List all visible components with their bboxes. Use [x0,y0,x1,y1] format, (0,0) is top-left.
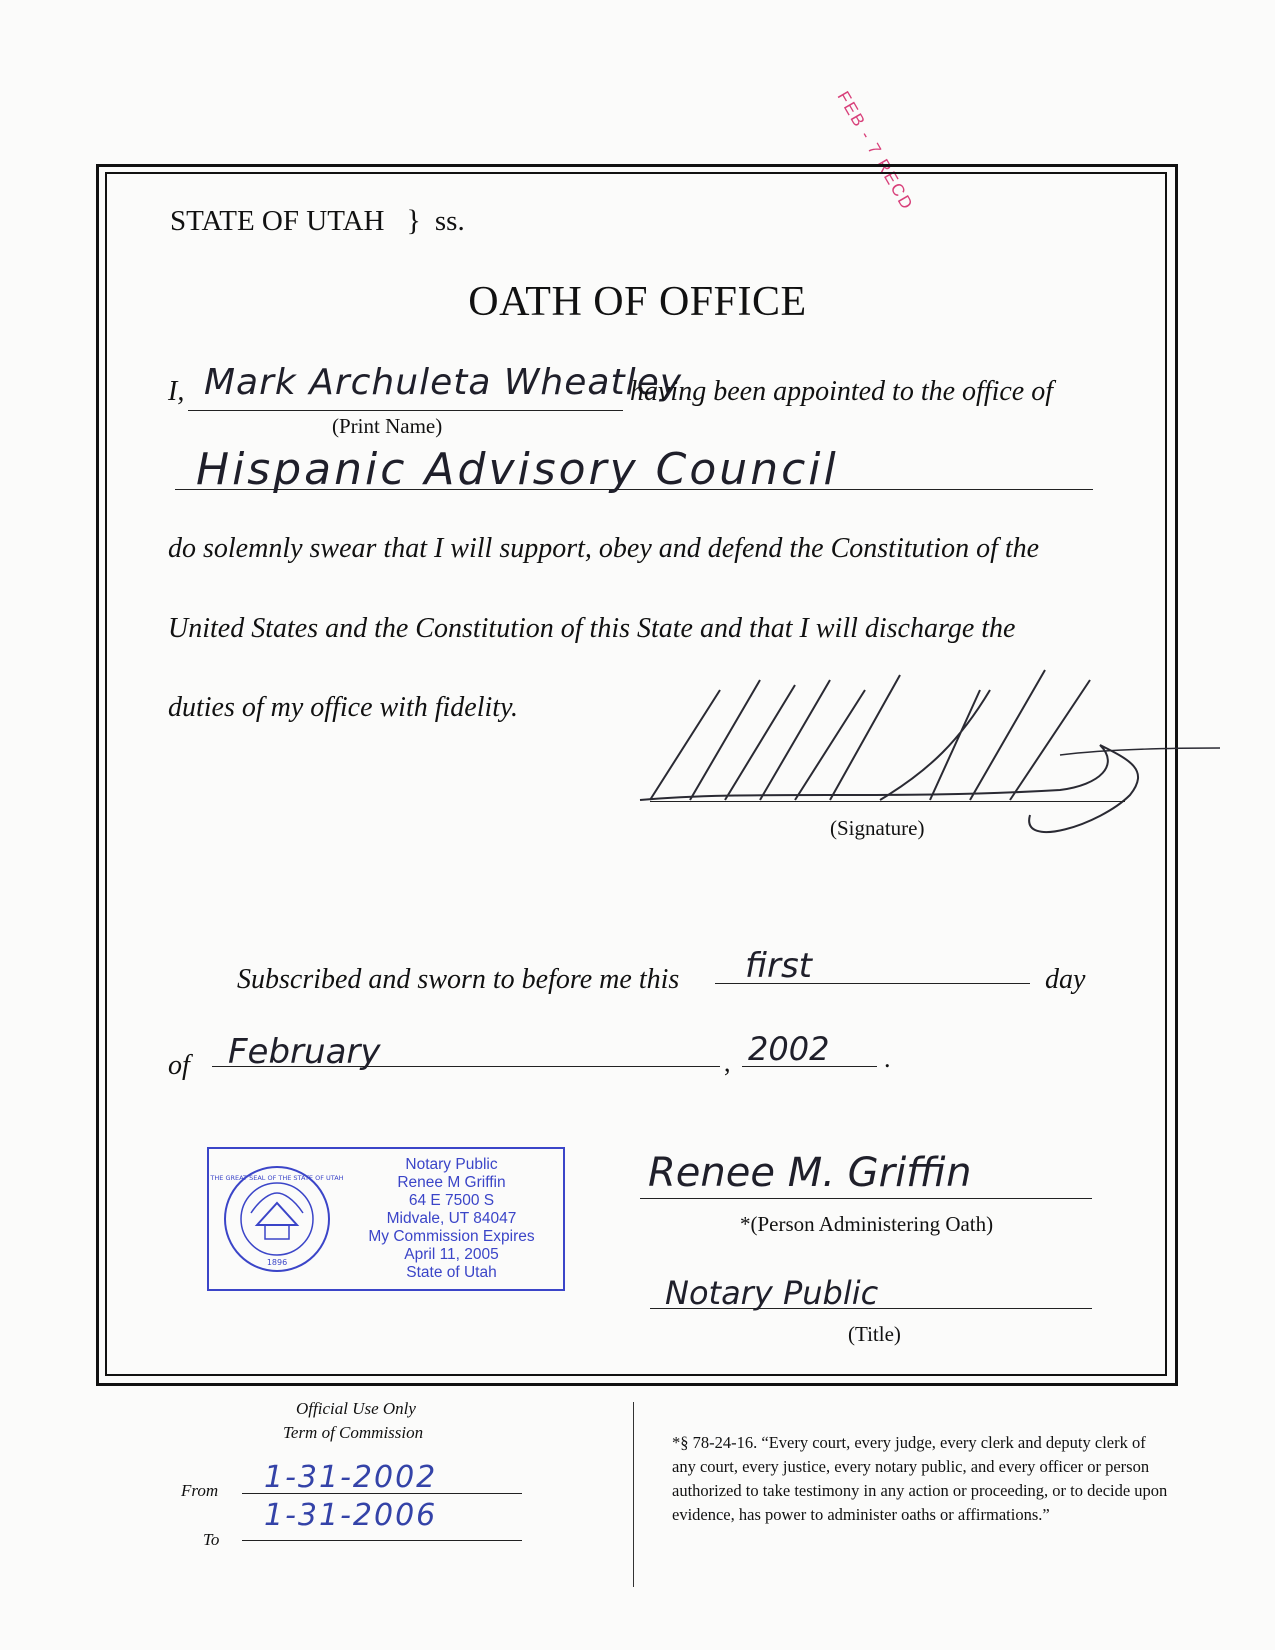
notary-line-3: 64 E 7500 S [408,1192,495,1209]
term-heading: Term of Commission [283,1423,424,1442]
notary-line-2: Renee M Griffin [397,1174,506,1191]
notary-line-6: April 11, 2005 [404,1246,499,1263]
subscribed-text: Subscribed and sworn to before me this [237,964,680,995]
comma: , [724,1048,731,1077]
oath-line-2: United States and the Constitution of this State and that I will discharge the [168,613,1016,644]
from-label: From [181,1481,219,1500]
venue-line [170,204,465,238]
period: . [884,1044,891,1073]
appointed-text: having been appointed to the office of [630,376,1054,407]
notary-line-5: My Commission Expires [368,1228,535,1245]
vertical-divider [633,1402,634,1587]
state-seal [210,1163,344,1275]
ss-label: ss. [434,205,465,237]
notary-stamp [207,1147,565,1291]
administrator-signature: Renee M. Griffin [648,1150,972,1196]
statute-note: *§ 78-24-16. “Every court, every judge, every clerk and deputy clerk of any court, every justice, every notary public, and every officer or person authorized to take testimony in any action or proceeding, or to decide upon evidence, has power to administer oaths or affirmations.” [672,1433,1168,1524]
notary-stamp-text [339,1156,564,1282]
day-value: first [745,946,812,986]
oath-prefix: I, [168,376,185,407]
year-value: 2002 [748,1030,830,1068]
seal-year: 1896 [266,1258,288,1267]
administrator-line [640,1198,1092,1199]
brace: } [406,204,421,237]
state-label: STATE OF UTAH [170,205,385,237]
administrator-label: *(Person Administering Oath) [740,1212,994,1236]
signature-label: (Signature) [830,816,925,840]
from-value: 1-31-2002 [264,1460,438,1495]
notary-line-4: Midvale, UT 84047 [386,1210,517,1227]
officer-signature [630,650,1230,860]
to-label: To [203,1530,220,1549]
print-name-label: (Print Name) [332,414,443,438]
title-label: (Title) [848,1322,901,1346]
office-value: Hispanic Advisory Council [196,444,839,495]
print-name-value: Mark Archuleta Wheatley [204,362,683,403]
to-line [242,1540,522,1541]
received-date-stamp: FEB - 7 RECD [833,88,918,215]
page-title: OATH OF OFFICE [468,279,807,325]
of-label: of [168,1050,190,1081]
oath-line-3: duties of my office with fidelity. [168,692,518,723]
print-name-line [188,410,623,411]
month-value: February [228,1032,381,1072]
seal-text: THE GREAT SEAL OF THE STATE OF UTAH [210,1174,344,1182]
to-value: 1-31-2006 [264,1498,438,1533]
day-label: day [1045,964,1086,995]
title-value: Notary Public [665,1274,879,1312]
signature-line [650,801,1125,802]
oath-line-1: do solemnly swear that I will support, obey and defend the Constitution of the [168,533,1040,564]
notary-line-1: Notary Public [405,1156,498,1173]
official-use-heading: Official Use Only [296,1399,416,1418]
notary-line-7: State of Utah [406,1264,497,1281]
